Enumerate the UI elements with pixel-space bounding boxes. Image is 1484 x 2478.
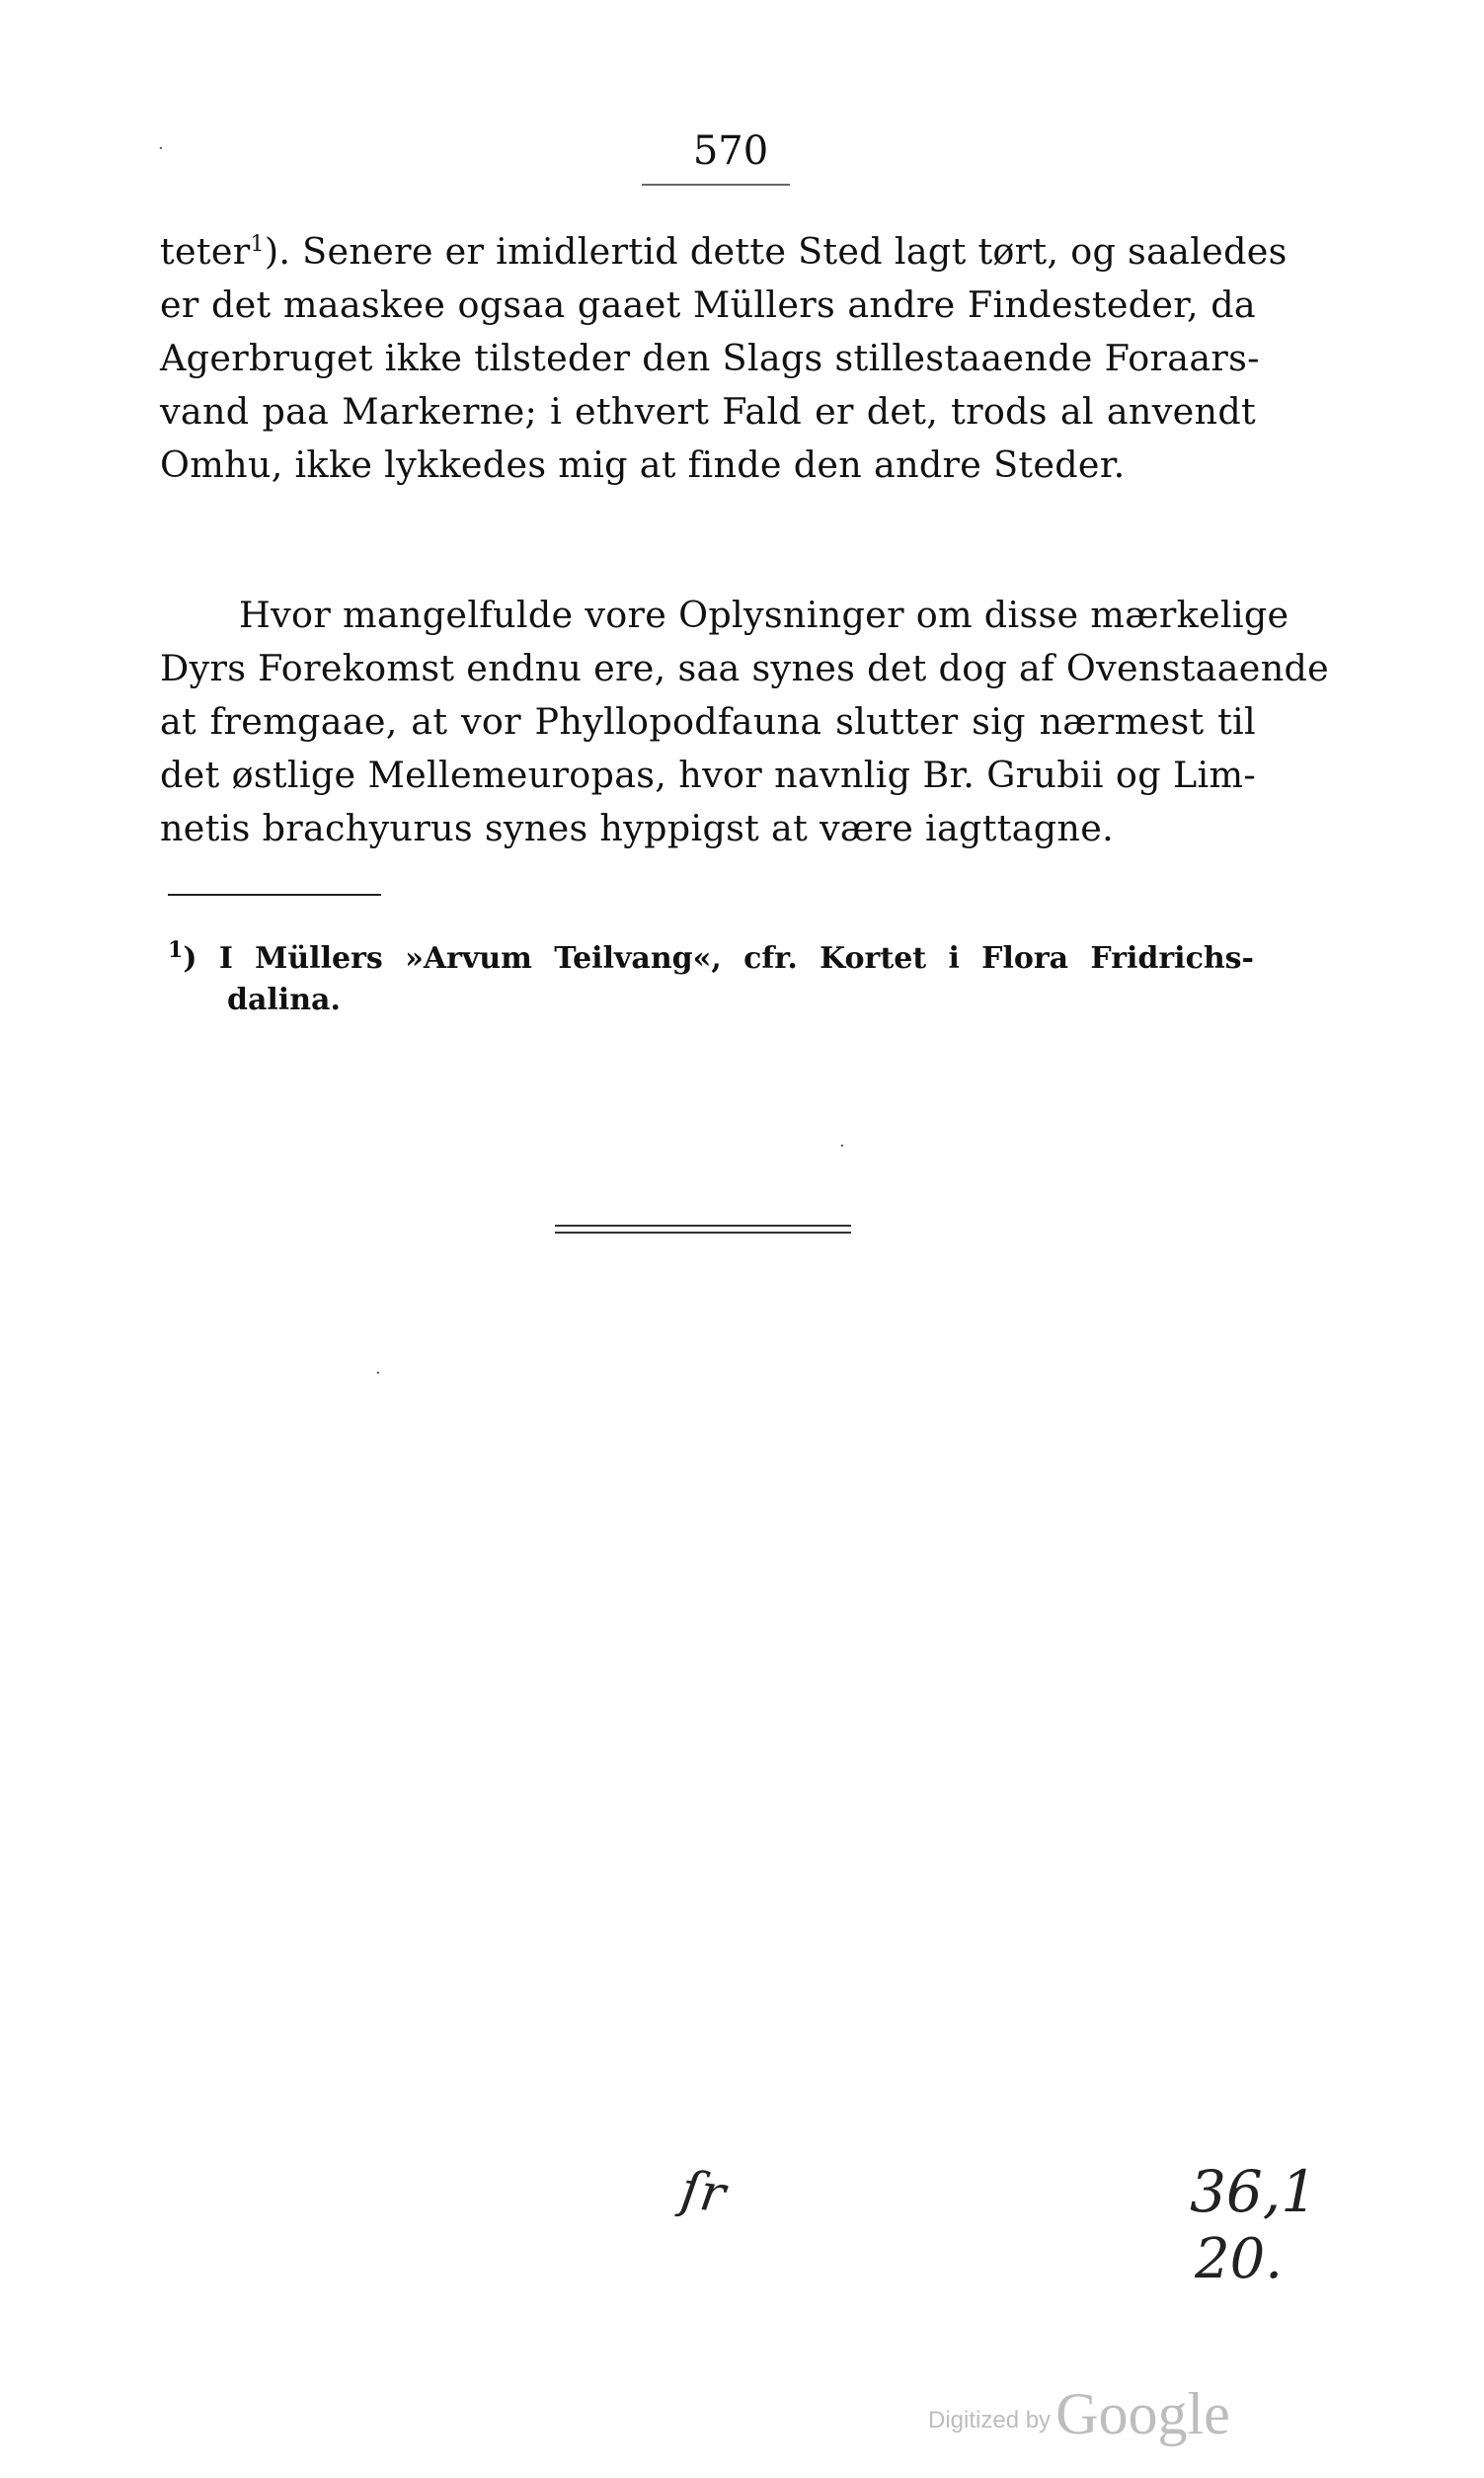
footnote-separator bbox=[168, 894, 381, 896]
paragraph-1-line bbox=[160, 225, 1288, 279]
paragraph-2 bbox=[160, 589, 1330, 855]
end-rule bbox=[555, 1225, 851, 1227]
paragraph-2-line: Dyrs Forekomst endnu ere, saa synes det dog af Ovenstaaende bbox=[160, 647, 1330, 689]
digitized-watermark bbox=[928, 2380, 1230, 2448]
handwritten-shelfmark-line-2: 20. bbox=[1195, 2227, 1284, 2291]
footnote-marker: 1 bbox=[168, 937, 184, 963]
handwritten-mark-left: ſr bbox=[677, 2160, 730, 2225]
paragraph-2-line: netis brachyurus synes hyppigst at være iagttagne. bbox=[160, 807, 1114, 849]
footnote bbox=[168, 938, 1254, 1021]
paragraph-2-line: det østlige Mellemeuropas, hvor navnlig Br. Grubii og Lim- bbox=[160, 754, 1256, 796]
watermark-prefix: Digitized by bbox=[928, 2407, 1052, 2434]
footnote-line bbox=[168, 938, 1254, 980]
line-text: ) I Müllers »Arvum Teilvang«, cfr. Kortet i Flora Fridrichs- bbox=[183, 941, 1254, 976]
footnote-reference: 1 bbox=[250, 231, 265, 257]
paragraph-2-line: at fremgaae, at vor Phyllopodfauna slutter sig nærmest til bbox=[160, 700, 1256, 743]
paragraph-1-line: vand paa Markerne; i ethvert Fald er det, trods al anvendt bbox=[160, 390, 1256, 433]
end-rule bbox=[555, 1232, 851, 1234]
paragraph-1-line: Omhu, ikke lykkedes mig at finde den andre Steder. bbox=[160, 443, 1126, 486]
line-text: teter bbox=[160, 230, 251, 273]
page-number-rule bbox=[642, 184, 790, 186]
stray-dot: · bbox=[839, 1136, 845, 1157]
paragraph-1-line: er det maaskee ogsaa gaaet Müllers andre Findesteder, da bbox=[160, 283, 1256, 326]
stray-dot: · bbox=[375, 1363, 381, 1384]
line-text: ). Senere er imidlertid dette Sted lagt tørt, og saaledes bbox=[264, 230, 1288, 273]
page-number: 570 bbox=[692, 128, 769, 174]
watermark-brand: Google bbox=[1055, 2381, 1230, 2446]
handwritten-shelfmark-line-1: 36,1 bbox=[1190, 2158, 1318, 2225]
paragraph-1 bbox=[160, 225, 1288, 492]
paragraph-2-line: Hvor mangelfulde vore Oplysninger om disse mærkelige bbox=[239, 594, 1289, 636]
paragraph-1-line: Agerbruget ikke tilsteder den Slags stillestaaende Foraars- bbox=[160, 337, 1260, 379]
stray-dot: · bbox=[158, 138, 164, 159]
footnote-line: dalina. bbox=[227, 983, 341, 1017]
